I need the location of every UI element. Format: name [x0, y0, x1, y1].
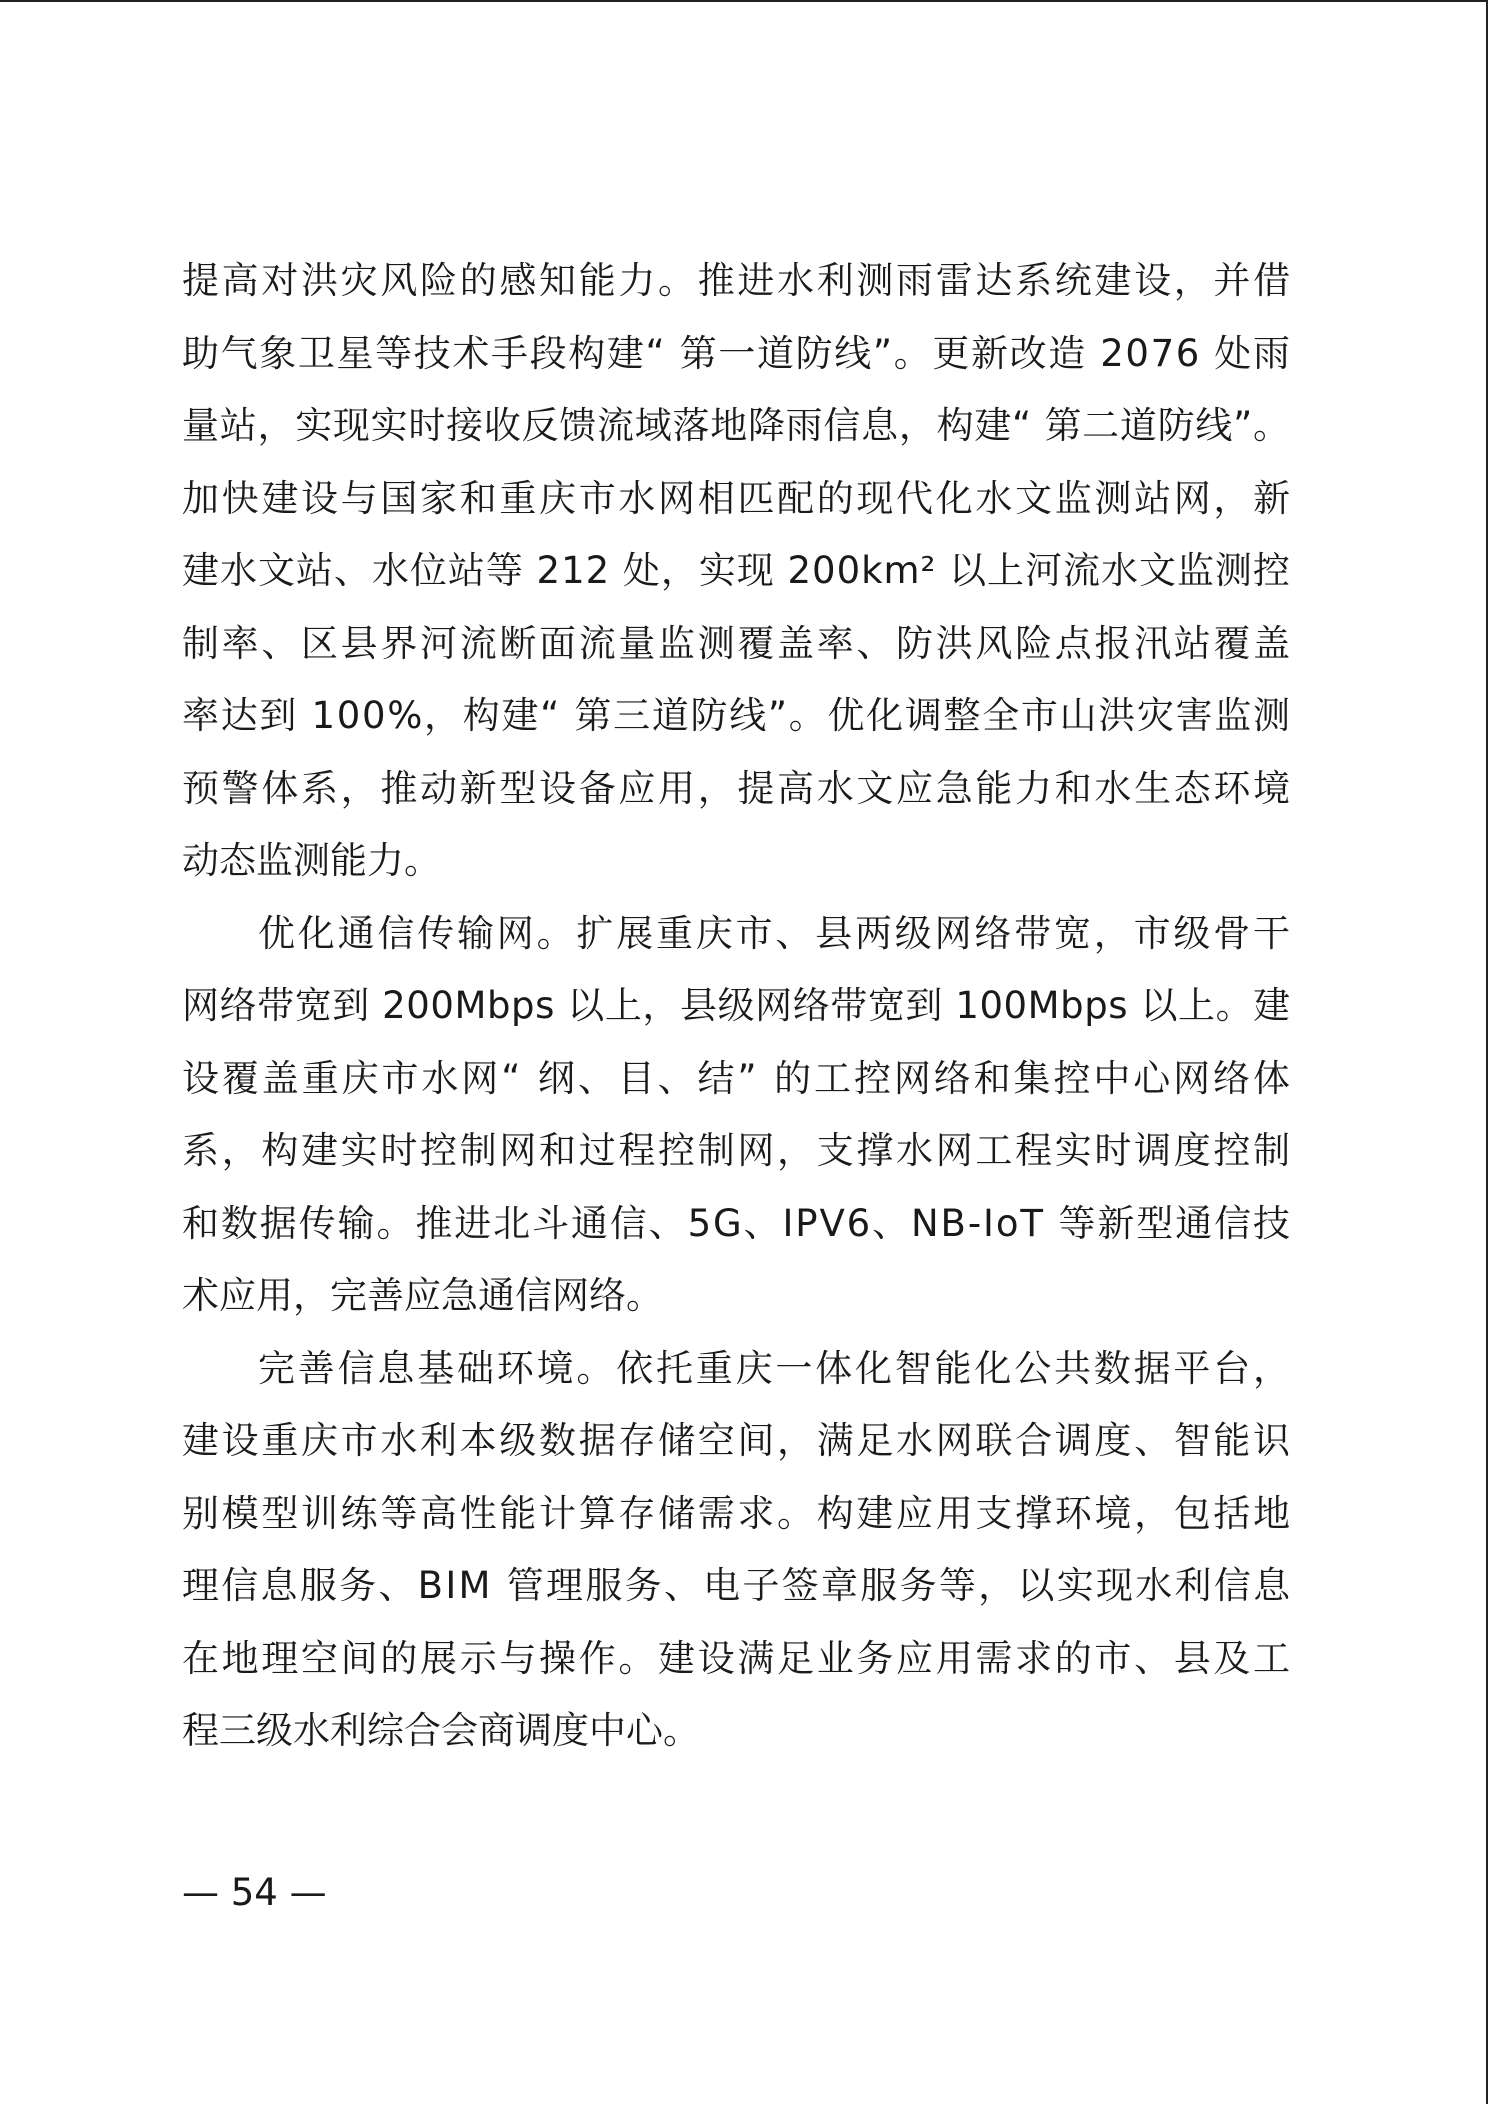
text-line: 完善信息基础环境。依托重庆一体化智能化公共数据平台，	[258, 1346, 1293, 1390]
text-line: 系，构建实时控制网和过程控制网，支撑水网工程实时调度控制	[182, 1129, 1293, 1172]
paragraph-3	[182, 1333, 1293, 1768]
text-line: 动态监测能力。	[182, 839, 441, 882]
text-line: 率达到 100%，构建“ 第三道防线”。优化调整全市山洪灾害监测	[182, 694, 1292, 737]
text-line: 网络带宽到 200Mbps 以上，县级网络带宽到 100Mbps 以上。建	[182, 984, 1291, 1027]
text-line: 建设重庆市水利本级数据存储空间，满足水网联合调度、智能识	[182, 1419, 1293, 1462]
paragraph-2	[182, 898, 1293, 1333]
text-line: 设覆盖重庆市水网“ 纲、目、结” 的工控网络和集控中心网络体	[182, 1056, 1293, 1100]
text-line: 优化通信传输网。扩展重庆市、县两级网络带宽，市级骨干	[258, 911, 1293, 955]
text-line: 程三级水利综合会商调度中心。	[182, 1709, 700, 1752]
text-line: 量站，实现实时接收反馈流域落地降雨信息，构建“ 第二道防线”。	[182, 404, 1291, 447]
text-line: 别模型训练等高性能计算存储需求。构建应用支撑环境，包括地	[182, 1491, 1293, 1535]
text-line: 在地理空间的展示与操作。建设满足业务应用需求的市、县及工	[182, 1636, 1293, 1680]
text-line: 提高对洪灾风险的感知能力。推进水利测雨雷达系统建设，并借	[182, 259, 1293, 302]
paragraph-1	[182, 245, 1293, 898]
text-line: 助气象卫星等技术手段构建“ 第一道防线”。更新改造 2076 处雨	[182, 331, 1292, 375]
text-line: 加快建设与国家和重庆市水网相匹配的现代化水文监测站网，新	[182, 476, 1293, 520]
text-line: 术应用，完善应急通信网络。	[182, 1274, 663, 1317]
document-body	[182, 245, 1293, 1768]
page-number: — 54 —	[182, 1871, 327, 1914]
page-border-top	[0, 0, 1488, 2]
text-line: 预警体系，推动新型设备应用，提高水文应急能力和水生态环境	[182, 766, 1293, 810]
text-line: 理信息服务、BIM 管理服务、电子签章服务等，以实现水利信息	[182, 1564, 1293, 1607]
text-line: 制率、区县界河流断面流量监测覆盖率、防洪风险点报汛站覆盖	[182, 621, 1293, 665]
text-line: 建水文站、水位站等 212 处，实现 200km² 以上河流水文监测控	[182, 549, 1291, 592]
text-line: 和数据传输。推进北斗通信、5G、IPV6、NB-IoT 等新型通信技	[182, 1201, 1292, 1245]
